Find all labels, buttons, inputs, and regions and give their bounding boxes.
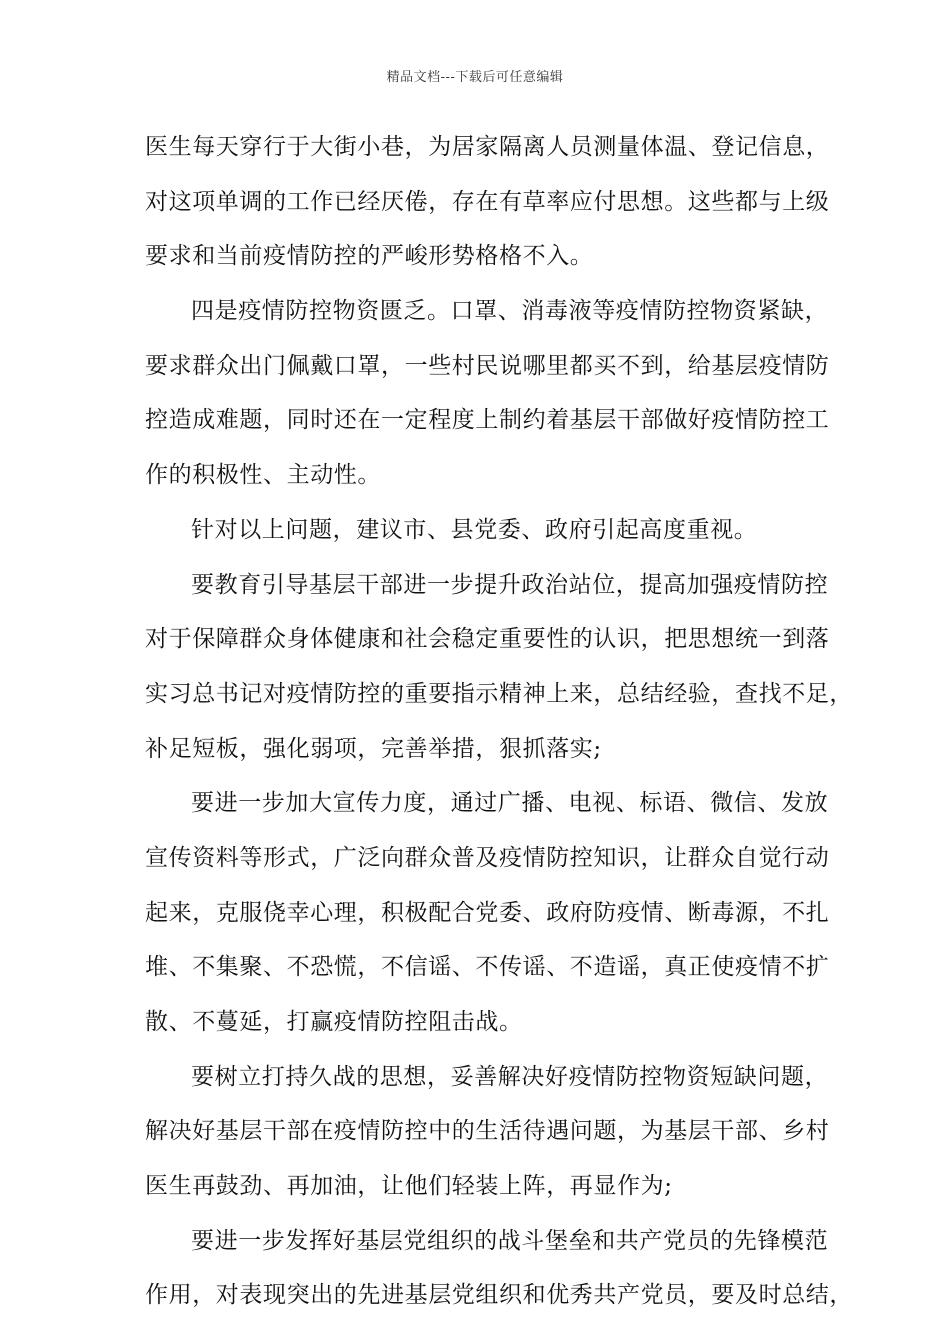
document-body [145,120,853,1323]
text-line: 对于保障群众身体健康和社会稳定重要性的认识，把思想统一到落 [145,626,830,653]
text-line: 作的积极性、主动性。 [145,462,381,489]
text-line: 作用，对表现突出的先进基层党组织和优秀共产党员，要及时总结， [145,1282,853,1309]
text-line: 要进一步加大宣传力度，通过广播、电视、标语、微信、发放 [191,790,829,817]
text-line: 要求群众出门佩戴口罩，一些村民说哪里都买不到，给基层疫情防 [145,352,830,379]
page-header: 精品文档---下载后可任意编辑 [386,70,564,85]
text-line: 医生再鼓劲、再加油，让他们轻装上阵，再显作为; [145,1173,673,1200]
text-line: 宣传资料等形式，广泛向群众普及疫情防控知识，让群众自觉行动 [145,844,830,871]
text-line: 医生每天穿行于大街小巷，为居家隔离人员测量体温、登记信息， [145,134,830,160]
text-line: 控造成难题，同时还在一定程度上制约着基层干部做好疫情防控工 [145,407,830,434]
text-line: 补足短板，强化弱项，完善举措，狠抓落实; [145,735,602,762]
text-line: 四是疫情防控物资匮乏。口罩、消毒液等疫情防控物资紧缺， [191,298,829,325]
text-line: 对这项单调的工作已经厌倦，存在有草率应付思想。这些都与上级 [145,188,830,215]
text-line: 要进一步发挥好基层党组织的战斗堡垒和共产党员的先锋模范 [191,1227,829,1254]
text-line: 针对以上问题，建议市、县党委、政府引起高度重视。 [191,516,758,543]
text-line: 实习总书记对疫情防控的重要指示精神上来，总结经验，查找不足， [145,680,853,707]
text-line: 起来，克服侥幸心理，积极配合党委、政府防疫情、断毒源，不扎 [145,899,830,926]
text-line: 堆、不集聚、不恐慌，不信谣、不传谣、不造谣，真正使疫情不扩 [145,954,830,981]
text-line: 要求和当前疫情防控的严峻形势格格不入。 [145,243,594,270]
text-line: 散、不蔓延，打赢疫情防控阻击战。 [145,1009,523,1035]
text-line: 解决好基层干部在疫情防控中的生活待遇问题，为基层干部、乡村 [145,1118,830,1145]
text-line: 要树立打持久战的思想，妥善解决好疫情防控物资短缺问题， [191,1063,829,1090]
text-line: 要教育引导基层干部进一步提升政治站位，提高加强疫情防控 [191,571,829,598]
